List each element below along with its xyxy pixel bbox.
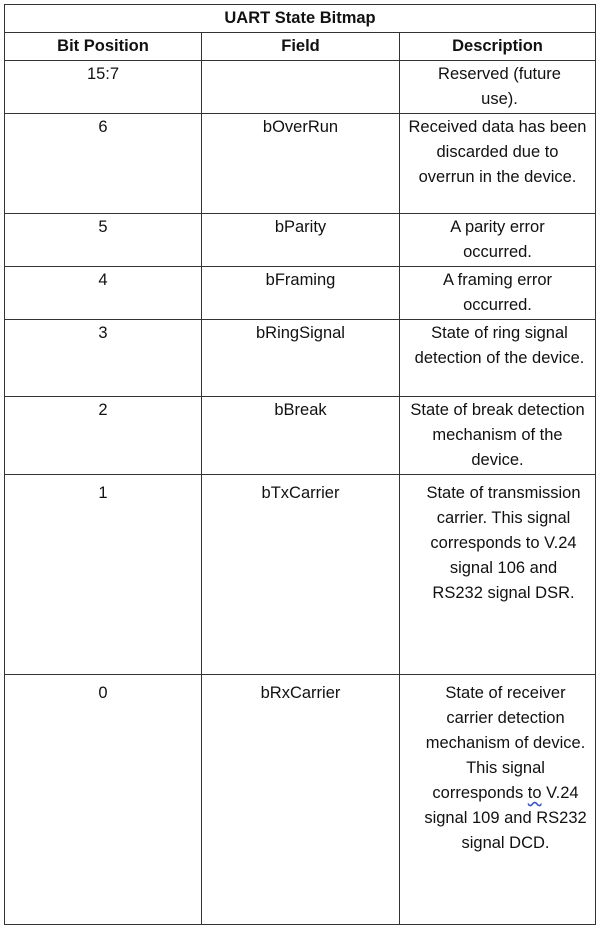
bit-position-cell: 6: [5, 114, 202, 214]
field-cell: bRingSignal: [202, 320, 400, 397]
description-cell: Reserved (future use).: [400, 61, 596, 114]
description-cell: [400, 675, 596, 925]
field-cell: bParity: [202, 214, 400, 267]
description-cell: State of transmission carrier. This signal corresponds to V.24 signal 106 and RS232 signal DSR.: [400, 475, 596, 675]
bit-position-cell: 2: [5, 397, 202, 475]
description-text: State of receiver carrier detection mechanism of device. This signal corresponds: [425, 684, 586, 802]
table-row: [5, 397, 596, 475]
field-cell: bBreak: [202, 397, 400, 475]
field-cell: [202, 61, 400, 114]
uart-state-bitmap-table: [4, 4, 596, 925]
table-row: [5, 675, 596, 925]
spellcheck-marked-word: to: [527, 784, 542, 802]
bit-position-cell: 0: [5, 675, 202, 925]
header-bit-position: Bit Position: [5, 33, 202, 61]
field-cell: bRxCarrier: [202, 675, 400, 925]
table-title: UART State Bitmap: [5, 5, 596, 33]
bit-position-cell: 5: [5, 214, 202, 267]
header-field: Field: [202, 33, 400, 61]
table-title-row: [5, 5, 596, 33]
description-cell: A framing error occurred.: [400, 267, 596, 320]
description-cell: State of ring signal detection of the device.: [400, 320, 596, 397]
description-cell: A parity error occurred.: [400, 214, 596, 267]
bit-position-cell: 3: [5, 320, 202, 397]
bit-position-cell: 4: [5, 267, 202, 320]
description-cell: Received data has been discarded due to overrun in the device.: [400, 114, 596, 214]
table-row: [5, 214, 596, 267]
field-cell: bTxCarrier: [202, 475, 400, 675]
bit-position-cell: 15:7: [5, 61, 202, 114]
table-row: [5, 475, 596, 675]
table-header-row: [5, 33, 596, 61]
description-cell: State of break detection mechanism of the device.: [400, 397, 596, 475]
table-row: [5, 267, 596, 320]
table-row: [5, 114, 596, 214]
description-text-tail: V.24 signal 109 and RS232 signal DCD.: [424, 784, 587, 852]
field-cell: bFraming: [202, 267, 400, 320]
field-cell: bOverRun: [202, 114, 400, 214]
bit-position-cell: 1: [5, 475, 202, 675]
table-row: [5, 61, 596, 114]
table-row: [5, 320, 596, 397]
header-description: Description: [400, 33, 596, 61]
